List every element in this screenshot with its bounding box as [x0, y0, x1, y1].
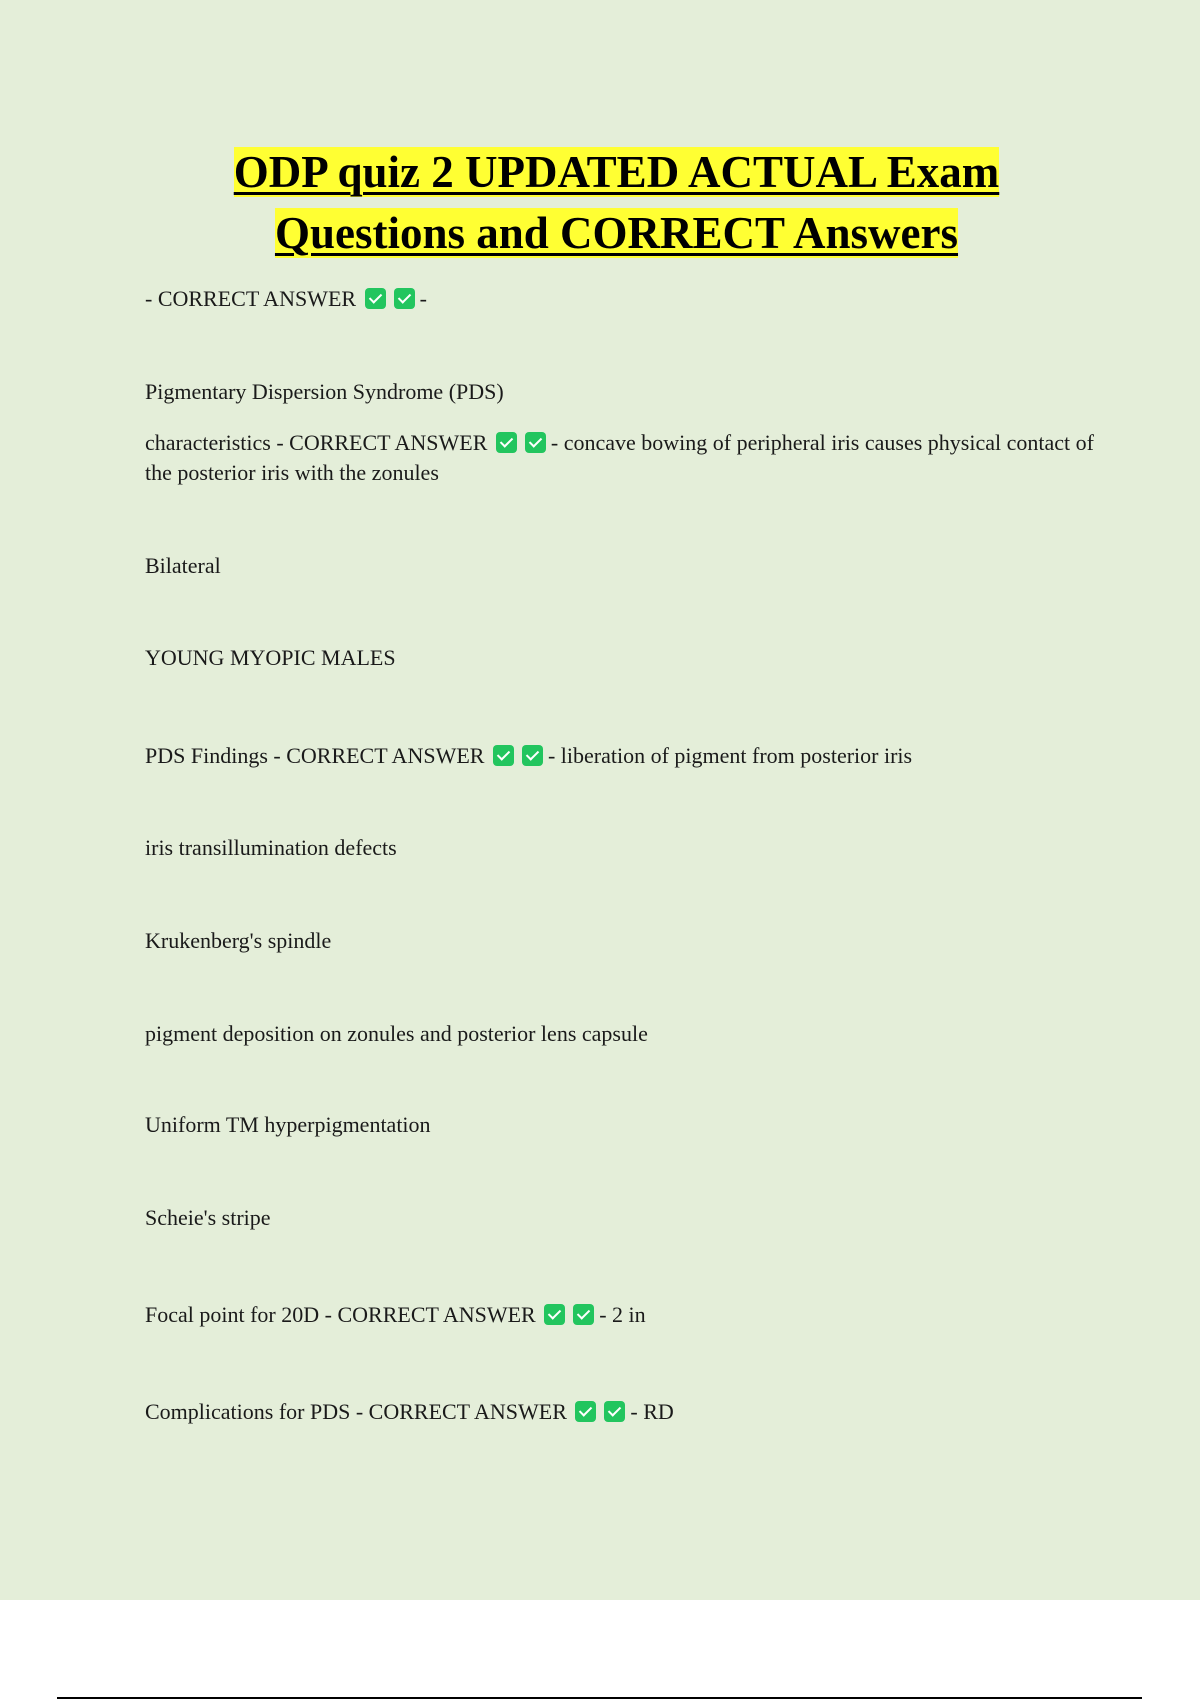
check-box-icon — [394, 288, 415, 309]
check-box-icon — [544, 1304, 565, 1325]
check-box-icon — [365, 288, 386, 309]
answer-text: - liberation of pigment from posterior iris — [547, 743, 913, 768]
text-line: Bilateral — [145, 553, 221, 578]
check-box-icon — [522, 745, 543, 766]
title-line-2: Questions and CORRECT Answers — [274, 208, 959, 258]
document-title — [0, 142, 1200, 264]
question-text: Focal point for 20D - CORRECT ANSWER — [145, 1302, 536, 1327]
answer-text: - — [419, 286, 427, 311]
footer-divider — [57, 1697, 1142, 1699]
answer-text: - 2 in — [599, 1302, 646, 1327]
text-line: YOUNG MYOPIC MALES — [145, 645, 396, 670]
text-line: iris transillumination defects — [145, 835, 397, 860]
answer-line — [145, 428, 1095, 488]
text-line: Uniform TM hyperpigmentation — [145, 1112, 431, 1137]
text-line: pigment deposition on zonules and posterior lens capsule — [145, 1021, 648, 1046]
question-text: - CORRECT ANSWER — [145, 286, 357, 311]
check-box-icon — [493, 745, 514, 766]
check-box-icon — [575, 1401, 596, 1422]
check-box-icon — [496, 432, 517, 453]
question-text: Complications for PDS - CORRECT ANSWER — [145, 1399, 567, 1424]
check-box-icon — [525, 432, 546, 453]
title-line-1: ODP quiz 2 UPDATED ACTUAL Exam — [233, 147, 1000, 197]
answer-line — [145, 1300, 646, 1330]
answer-line — [145, 1397, 674, 1427]
answer-text: - concave bowing of peripheral iris causes physical contact of the posterior iris with the zonules — [145, 430, 1094, 485]
text-line: Scheie's stripe — [145, 1205, 271, 1230]
text-line: Pigmentary Dispersion Syndrome (PDS) — [145, 379, 504, 404]
answer-line — [145, 741, 912, 771]
check-box-icon — [573, 1304, 594, 1325]
question-text: PDS Findings - CORRECT ANSWER — [145, 743, 485, 768]
text-line: Krukenberg's spindle — [145, 928, 332, 953]
question-text: characteristics - CORRECT ANSWER — [145, 430, 488, 455]
answer-text: - RD — [630, 1399, 674, 1424]
check-box-icon — [604, 1401, 625, 1422]
answer-line — [145, 284, 427, 314]
